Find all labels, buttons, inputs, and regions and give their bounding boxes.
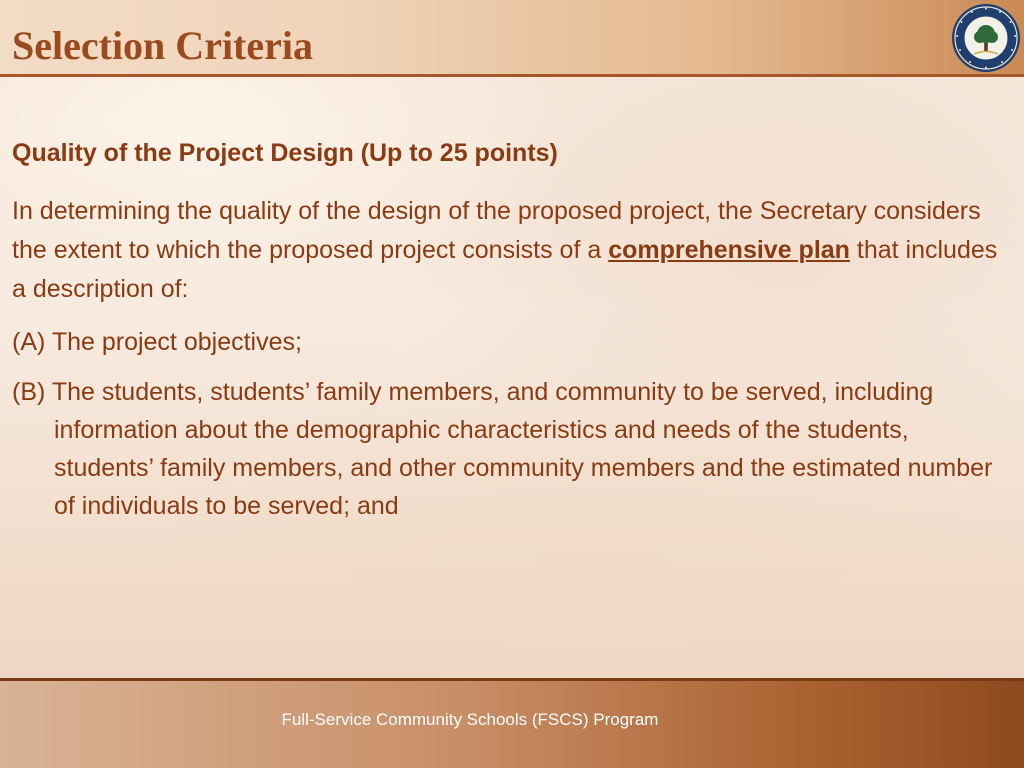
criteria-item-b: (B) The students, students’ family members, and community to be served, including information about the demographic characteristics and needs of the students, students’ family members, and other community members and the estimated number of individuals to be served; and bbox=[12, 378, 993, 520]
criteria-item-a: (A) The project objectives; bbox=[12, 328, 302, 356]
footer-program-name: Full-Service Community Schools (FSCS) Program bbox=[281, 710, 659, 729]
intro-paragraph bbox=[12, 192, 1012, 309]
footer-divider bbox=[0, 678, 1024, 681]
slide-title: Selection Criteria bbox=[12, 23, 313, 68]
title-divider bbox=[0, 74, 1024, 77]
section-heading: Quality of the Project Design (Up to 25 points) bbox=[12, 139, 558, 167]
slide-body bbox=[12, 136, 1012, 537]
comprehensive-plan-link[interactable]: comprehensive plan bbox=[608, 236, 850, 264]
department-of-education-seal-icon bbox=[950, 2, 1022, 74]
intro-text-end: that includes a description of: bbox=[12, 236, 998, 303]
intro-text: In determining the quality of the design of the proposed project, the Secretary considers the extent to which the proposed project consists of a bbox=[12, 197, 981, 264]
